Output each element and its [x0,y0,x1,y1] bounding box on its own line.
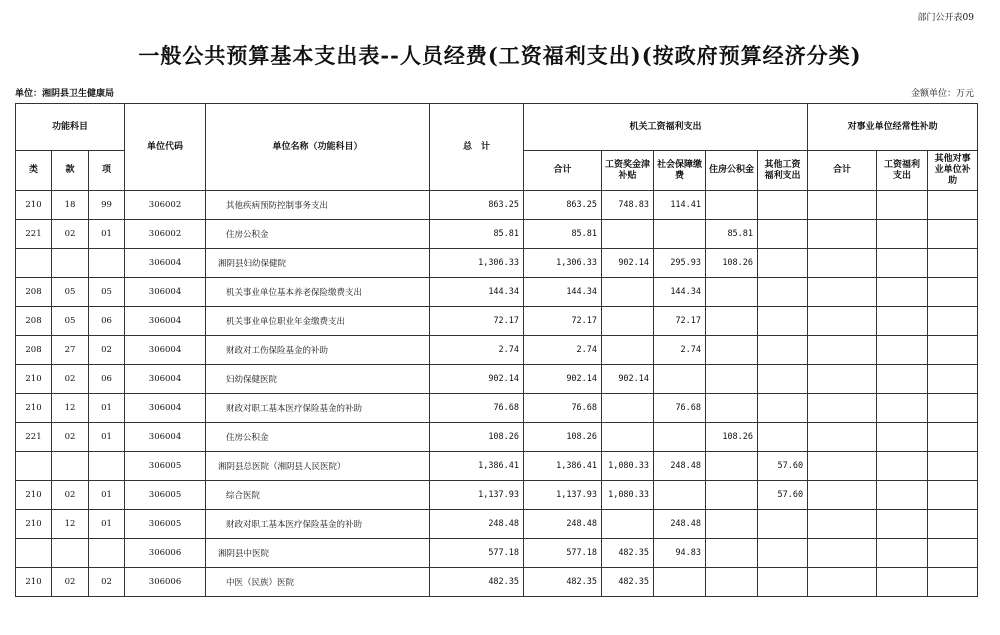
table-row [16,191,978,220]
cell-agency-sum: 1,137.93 [524,481,602,510]
cell-agency-other [758,249,808,278]
cell-public-sum [808,510,877,539]
cell-public-sum [808,365,877,394]
table-row [16,394,978,423]
cell-public-wage [877,336,928,365]
unit-label: 单位：湘阴县卫生健康局 [15,89,115,99]
cell-public-wage [877,278,928,307]
cell-kuan: 12 [52,394,89,423]
cell-unit-name: 中医（民族）医院 [206,568,430,597]
cell-unit-name: 湘阴县总医院（湘阴县人民医院） [206,452,430,481]
cell-total: 144.34 [430,278,524,307]
cell-agency-wage: 902.14 [602,249,654,278]
cell-kuan: 02 [52,481,89,510]
table-row [16,307,978,336]
cell-kuan: 18 [52,191,89,220]
cell-agency-wage [602,336,654,365]
cell-kuan: 02 [52,365,89,394]
cell-total: 902.14 [430,365,524,394]
cell-total: 72.17 [430,307,524,336]
cell-lei: 208 [16,307,52,336]
cell-agency-housing: 108.26 [706,249,758,278]
amount-unit-label: 金额单位：万元 [910,89,974,99]
cell-unit-code: 306002 [125,220,206,249]
header-total: 总 计 [430,104,524,191]
table-row [16,539,978,568]
cell-xiang [89,249,125,278]
cell-unit-name: 机关事业单位基本养老保险缴费支出 [206,278,430,307]
header-lei: 类 [16,151,52,191]
cell-lei: 210 [16,191,52,220]
cell-kuan [52,249,89,278]
table-row [16,481,978,510]
cell-agency-social: 144.34 [654,278,706,307]
cell-public-wage [877,307,928,336]
cell-agency-housing [706,481,758,510]
cell-agency-wage: 1,080.33 [602,452,654,481]
cell-xiang: 99 [89,191,125,220]
cell-public-wage [877,365,928,394]
header-xiang: 项 [89,151,125,191]
cell-public-wage [877,539,928,568]
cell-xiang: 01 [89,510,125,539]
cell-public-other [928,423,978,452]
cell-agency-social: 72.17 [654,307,706,336]
header-agency-sum: 合计 [524,151,602,191]
cell-agency-housing [706,365,758,394]
cell-agency-wage: 482.35 [602,539,654,568]
table-row [16,336,978,365]
cell-xiang: 05 [89,278,125,307]
cell-agency-other [758,510,808,539]
cell-agency-housing [706,278,758,307]
cell-unit-name: 财政对职工基本医疗保险基金的补助 [206,510,430,539]
cell-agency-social [654,481,706,510]
cell-unit-name: 妇幼保健医院 [206,365,430,394]
cell-public-wage [877,481,928,510]
cell-agency-wage: 748.83 [602,191,654,220]
header-public-group: 对事业单位经常性补助 [808,104,978,151]
table-row [16,568,978,597]
table-row [16,510,978,539]
cell-lei: 221 [16,423,52,452]
cell-total: 248.48 [430,510,524,539]
cell-agency-other [758,307,808,336]
header-unit-name: 单位名称（功能科目） [206,104,430,191]
cell-agency-housing: 108.26 [706,423,758,452]
cell-public-sum [808,481,877,510]
cell-public-sum [808,423,877,452]
cell-public-wage [877,249,928,278]
cell-agency-social [654,423,706,452]
cell-unit-code: 306004 [125,336,206,365]
cell-agency-wage [602,220,654,249]
cell-lei: 208 [16,278,52,307]
cell-unit-name: 财政对工伤保险基金的补助 [206,336,430,365]
cell-kuan [52,539,89,568]
cell-unit-code: 306006 [125,539,206,568]
cell-agency-housing [706,394,758,423]
cell-total: 863.25 [430,191,524,220]
cell-public-other [928,336,978,365]
cell-agency-other [758,394,808,423]
cell-public-other [928,481,978,510]
cell-unit-code: 306006 [125,568,206,597]
cell-total: 76.68 [430,394,524,423]
cell-lei: 221 [16,220,52,249]
cell-public-sum [808,568,877,597]
cell-kuan [52,452,89,481]
header-agency-group: 机关工资福利支出 [524,104,808,151]
cell-unit-name: 湘阴县妇幼保健院 [206,249,430,278]
cell-unit-name: 住房公积金 [206,220,430,249]
cell-lei: 210 [16,394,52,423]
cell-agency-housing [706,191,758,220]
cell-agency-other: 57.60 [758,481,808,510]
cell-xiang: 02 [89,568,125,597]
cell-lei: 210 [16,568,52,597]
cell-lei: 210 [16,481,52,510]
cell-agency-housing [706,307,758,336]
cell-agency-sum: 76.68 [524,394,602,423]
table-row [16,220,978,249]
cell-agency-sum: 108.26 [524,423,602,452]
cell-agency-other [758,539,808,568]
cell-unit-code: 306004 [125,307,206,336]
header-agency-housing: 住房公积金 [706,151,758,191]
cell-public-sum [808,191,877,220]
cell-agency-wage: 1,080.33 [602,481,654,510]
cell-public-other [928,249,978,278]
cell-kuan: 02 [52,220,89,249]
header-agency-social: 社会保障缴费 [654,151,706,191]
table-row [16,452,978,481]
cell-agency-other [758,365,808,394]
cell-public-other [928,220,978,249]
cell-agency-social: 248.48 [654,452,706,481]
cell-agency-sum: 577.18 [524,539,602,568]
cell-agency-sum: 144.34 [524,278,602,307]
header-public-sum: 合计 [808,151,877,191]
cell-unit-name: 机关事业单位职业年金缴费支出 [206,307,430,336]
cell-agency-wage [602,510,654,539]
cell-lei: 210 [16,365,52,394]
table-row [16,423,978,452]
cell-agency-sum: 2.74 [524,336,602,365]
cell-agency-other [758,423,808,452]
cell-public-wage [877,423,928,452]
cell-unit-code: 306002 [125,191,206,220]
cell-agency-sum: 72.17 [524,307,602,336]
cell-public-sum [808,278,877,307]
cell-agency-sum: 1,306.33 [524,249,602,278]
cell-unit-code: 306004 [125,278,206,307]
header-agency-other: 其他工资福利支出 [758,151,808,191]
cell-unit-name: 财政对职工基本医疗保险基金的补助 [206,394,430,423]
header-public-wage: 工资福利支出 [877,151,928,191]
cell-public-sum [808,539,877,568]
cell-public-other [928,394,978,423]
cell-public-other [928,452,978,481]
cell-agency-other [758,568,808,597]
cell-xiang: 06 [89,307,125,336]
cell-lei [16,249,52,278]
cell-agency-sum: 85.81 [524,220,602,249]
cell-unit-code: 306004 [125,394,206,423]
cell-total: 1,137.93 [430,481,524,510]
cell-agency-wage: 482.35 [602,568,654,597]
cell-public-other [928,307,978,336]
cell-xiang [89,539,125,568]
cell-agency-other: 57.60 [758,452,808,481]
cell-public-wage [877,394,928,423]
cell-public-other [928,191,978,220]
cell-lei [16,452,52,481]
table-row [16,249,978,278]
header-unit-code: 单位代码 [125,104,206,191]
cell-agency-housing [706,452,758,481]
cell-agency-social [654,365,706,394]
cell-agency-other [758,278,808,307]
cell-lei: 210 [16,510,52,539]
cell-agency-wage [602,278,654,307]
cell-agency-other [758,220,808,249]
cell-agency-housing [706,336,758,365]
cell-xiang: 02 [89,336,125,365]
cell-public-wage [877,452,928,481]
cell-agency-housing [706,539,758,568]
cell-xiang: 01 [89,481,125,510]
cell-agency-wage [602,423,654,452]
header-agency-wage: 工资奖金津补贴 [602,151,654,191]
cell-public-sum [808,249,877,278]
table-body [16,191,978,597]
cell-unit-name: 其他疾病预防控制事务支出 [206,191,430,220]
cell-public-other [928,510,978,539]
cell-public-wage [877,510,928,539]
cell-unit-name: 湘阴县中医院 [206,539,430,568]
cell-public-sum [808,336,877,365]
cell-kuan: 05 [52,307,89,336]
form-reference-label: 部门公开表09 [917,13,974,23]
cell-public-other [928,365,978,394]
cell-agency-wage [602,394,654,423]
cell-total: 2.74 [430,336,524,365]
cell-public-wage [877,568,928,597]
cell-agency-social [654,568,706,597]
cell-agency-sum: 482.35 [524,568,602,597]
cell-agency-social: 94.83 [654,539,706,568]
cell-unit-code: 306004 [125,423,206,452]
cell-agency-wage [602,307,654,336]
cell-unit-code: 306004 [125,249,206,278]
cell-public-other [928,278,978,307]
cell-agency-other [758,336,808,365]
cell-kuan: 12 [52,510,89,539]
cell-unit-code: 306004 [125,365,206,394]
budget-table [15,103,978,597]
header-func-subject: 功能科目 [16,104,125,151]
cell-xiang: 01 [89,423,125,452]
cell-kuan: 05 [52,278,89,307]
cell-total: 108.26 [430,423,524,452]
cell-xiang: 01 [89,220,125,249]
cell-unit-code: 306005 [125,481,206,510]
cell-public-other [928,539,978,568]
cell-agency-housing: 85.81 [706,220,758,249]
cell-agency-sum: 1,386.41 [524,452,602,481]
cell-agency-social: 295.93 [654,249,706,278]
table-row [16,365,978,394]
cell-total: 577.18 [430,539,524,568]
cell-agency-social: 248.48 [654,510,706,539]
cell-agency-other [758,191,808,220]
header-kuan: 款 [52,151,89,191]
header-public-other: 其他对事业单位补助 [928,151,978,191]
cell-xiang: 06 [89,365,125,394]
cell-kuan: 02 [52,423,89,452]
cell-public-wage [877,220,928,249]
cell-agency-sum: 863.25 [524,191,602,220]
cell-total: 482.35 [430,568,524,597]
cell-total: 1,386.41 [430,452,524,481]
cell-xiang: 01 [89,394,125,423]
cell-agency-sum: 248.48 [524,510,602,539]
cell-agency-housing [706,568,758,597]
cell-public-sum [808,220,877,249]
cell-public-sum [808,394,877,423]
cell-public-wage [877,191,928,220]
cell-xiang [89,452,125,481]
cell-lei: 208 [16,336,52,365]
table-row [16,278,978,307]
cell-unit-name: 综合医院 [206,481,430,510]
cell-agency-social [654,220,706,249]
cell-kuan: 27 [52,336,89,365]
cell-agency-sum: 902.14 [524,365,602,394]
cell-public-other [928,568,978,597]
cell-total: 1,306.33 [430,249,524,278]
cell-agency-wage: 902.14 [602,365,654,394]
cell-public-sum [808,307,877,336]
cell-agency-social: 76.68 [654,394,706,423]
cell-kuan: 02 [52,568,89,597]
page-title: 一般公共预算基本支出表--人员经费(工资福利支出)(按政府预算经济分类) [138,43,862,68]
cell-unit-name: 住房公积金 [206,423,430,452]
cell-lei [16,539,52,568]
cell-agency-social: 114.41 [654,191,706,220]
cell-agency-housing [706,510,758,539]
cell-public-sum [808,452,877,481]
cell-unit-code: 306005 [125,452,206,481]
cell-total: 85.81 [430,220,524,249]
cell-unit-code: 306005 [125,510,206,539]
cell-agency-social: 2.74 [654,336,706,365]
